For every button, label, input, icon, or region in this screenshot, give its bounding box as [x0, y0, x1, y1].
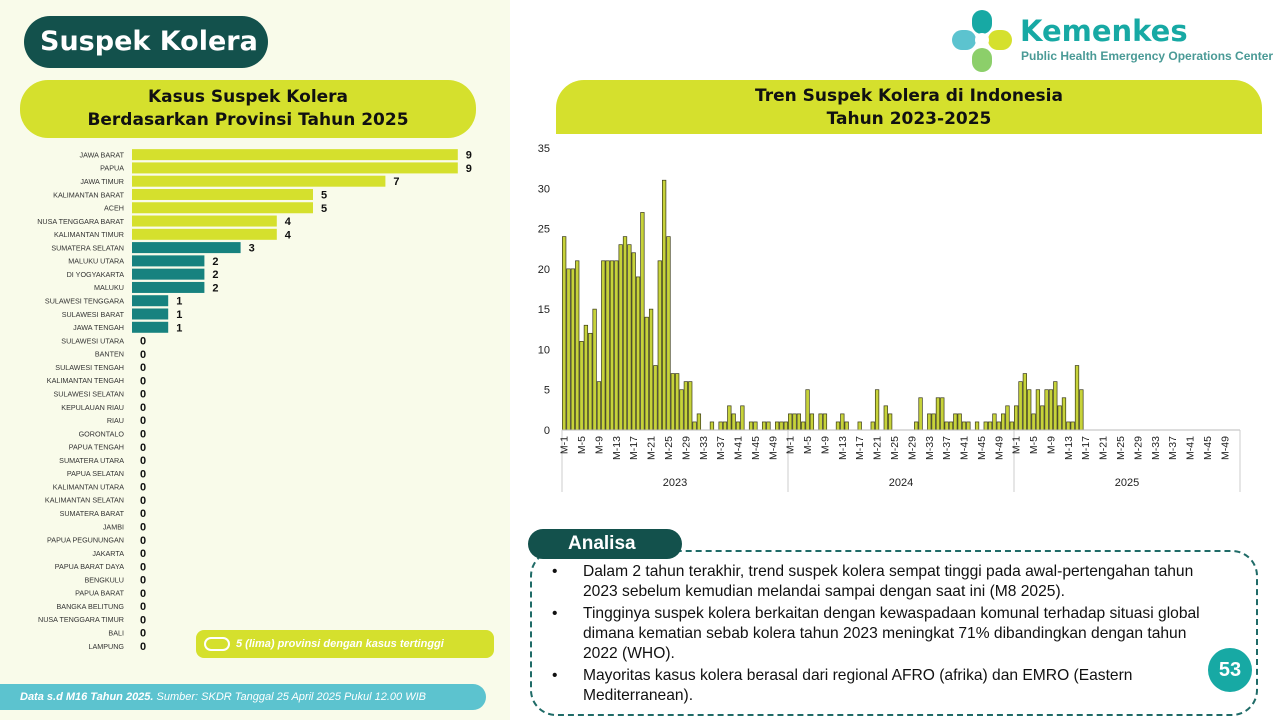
province-label: BENGKULU — [84, 575, 124, 585]
province-value-label: 2 — [212, 282, 219, 295]
province-label: PAPUA SELATAN — [66, 469, 124, 479]
y-tick-label: 35 — [537, 143, 550, 155]
x-tick-label: M-41 — [1184, 436, 1197, 460]
province-bar — [132, 176, 385, 187]
trend-bar — [662, 180, 666, 430]
trend-bar — [658, 261, 662, 430]
kemenkes-logo-icon — [950, 8, 1014, 74]
trend-bar — [675, 374, 679, 430]
trend-bar — [927, 414, 931, 430]
y-tick-label: 25 — [537, 223, 550, 236]
x-tick-label: M-13 — [1062, 436, 1075, 460]
x-tick-label: M-33 — [697, 436, 710, 460]
province-label: RIAU — [106, 416, 124, 426]
trend-bar — [623, 237, 627, 430]
x-tick-label: M-25 — [662, 436, 675, 460]
trend-bar — [610, 261, 614, 430]
province-value-label: 1 — [176, 309, 183, 321]
province-bar — [132, 242, 241, 253]
x-tick-label: M-21 — [871, 436, 884, 460]
trend-chart-title — [556, 80, 1262, 134]
trend-bar — [888, 414, 892, 430]
province-bar-chart — [0, 140, 500, 653]
trend-bar — [1049, 390, 1053, 430]
province-label: SULAWESI SELATAN — [53, 389, 124, 399]
x-tick-label: M-21 — [1097, 436, 1110, 460]
trend-bar — [993, 414, 997, 430]
province-label: SUMATERA BARAT — [59, 509, 124, 518]
trend-bar — [875, 390, 879, 430]
province-value-label: 0 — [140, 481, 147, 494]
trend-bar — [1014, 406, 1018, 430]
x-tick-label: M-49 — [767, 436, 780, 460]
trend-bar — [584, 325, 588, 430]
x-tick-label: M-25 — [888, 436, 901, 460]
x-tick-label: M-29 — [906, 436, 919, 460]
trend-bar — [680, 390, 684, 430]
province-label: NUSA TENGGARA BARAT — [37, 216, 124, 226]
source-rest: Sumber: SKDR Tanggal 25 April 2025 Pukul 12.00 WIB — [153, 691, 426, 703]
analisa-list — [552, 562, 1212, 708]
province-label: BANTEN — [94, 349, 124, 359]
trend-bar — [988, 422, 992, 430]
trend-bar — [1054, 382, 1058, 430]
province-label: JAWA TENGAH — [73, 323, 124, 333]
trend-bar — [684, 382, 688, 430]
trend-bar — [858, 422, 862, 430]
trend-bar — [788, 414, 792, 430]
trend-bar — [841, 414, 845, 430]
source-bold: Data s.d M16 Tahun 2025. — [20, 691, 154, 703]
x-tick-label: M-1 — [784, 436, 797, 455]
trend-bar — [836, 422, 840, 430]
province-value-label: 0 — [140, 534, 147, 547]
province-value-label: 0 — [140, 468, 147, 481]
province-value-label: 0 — [140, 494, 147, 507]
province-value-label: 0 — [140, 548, 147, 561]
province-bar — [132, 255, 204, 266]
province-value-label: 0 — [140, 335, 147, 348]
province-bar — [132, 216, 277, 227]
x-tick-label: M-41 — [958, 436, 971, 460]
trend-bar — [606, 261, 610, 430]
trend-bar — [845, 422, 849, 430]
province-value-label: 7 — [393, 176, 400, 189]
trend-bar — [780, 422, 784, 430]
trend-bar — [732, 414, 736, 430]
province-label: KEPULAUAN RIAU — [61, 402, 124, 412]
trend-bar — [1071, 422, 1075, 430]
trend-bar — [754, 422, 758, 430]
trend-bar — [949, 422, 953, 430]
trend-bar — [884, 406, 888, 430]
trend-bar — [671, 374, 675, 430]
province-value-label: 0 — [140, 388, 147, 401]
x-tick-label: M-45 — [749, 436, 762, 460]
trend-bar — [945, 422, 949, 430]
province-label: MALUKU UTARA — [68, 256, 124, 266]
year-group-label: 2025 — [1114, 477, 1140, 489]
province-label: BALI — [108, 628, 124, 638]
trend-bar — [932, 414, 936, 430]
province-value-label: 0 — [140, 614, 147, 627]
province-label: KALIMANTAN UTARA — [52, 482, 124, 492]
trend-bar — [793, 414, 797, 430]
province-label: LAMPUNG — [88, 641, 124, 651]
trend-bar — [1019, 382, 1023, 430]
analisa-item: • Tingginya suspek kolera berkaitan dengan kewaspadaan komunal terhadap situasi global dimana kematian sebab kolera tahun 2023 meningkat 71% dibandingkan dengan tahun 2022 (WHO). — [552, 604, 1212, 664]
province-label: ACEH — [104, 203, 124, 213]
trend-bar — [636, 277, 640, 430]
trend-bar — [936, 398, 940, 430]
province-label: KALIMANTAN TIMUR — [53, 230, 124, 240]
province-bar — [132, 162, 458, 173]
province-value-label: 0 — [140, 521, 147, 534]
trend-bar — [562, 237, 566, 430]
province-label: MALUKU — [94, 283, 124, 293]
trend-bar — [871, 422, 875, 430]
province-bar — [132, 149, 458, 160]
trend-bar — [1075, 366, 1079, 430]
trend-bar — [1036, 390, 1040, 430]
province-value-label: 4 — [284, 229, 291, 242]
province-bar — [132, 269, 204, 280]
province-value-label: 0 — [140, 401, 147, 414]
trend-bar — [654, 366, 658, 430]
province-label: KALIMANTAN TENGAH — [46, 376, 124, 386]
x-tick-label: M-9 — [819, 436, 832, 455]
province-value-label: 1 — [176, 322, 183, 335]
trend-chart-title-line2: Tahun 2023-2025 — [826, 109, 992, 129]
x-tick-label: M-9 — [1045, 436, 1058, 455]
province-chart-title — [20, 80, 476, 138]
trend-bar — [919, 398, 923, 430]
province-value-label: 0 — [140, 375, 147, 388]
x-tick-label: M-45 — [975, 436, 988, 460]
province-value-label: 9 — [465, 149, 472, 162]
trend-bar — [958, 414, 962, 430]
province-bar — [132, 322, 168, 333]
x-tick-label: M-37 — [715, 436, 728, 460]
x-tick-label: M-1 — [1010, 436, 1023, 455]
trend-bar — [806, 390, 810, 430]
x-tick-label: M-21 — [645, 436, 658, 460]
province-label: SUMATERA SELATAN — [51, 243, 124, 253]
legend-top5 — [196, 630, 494, 658]
trend-bar — [997, 422, 1001, 430]
province-label: BANGKA BELITUNG — [56, 601, 124, 611]
province-value-label: 4 — [284, 216, 291, 229]
province-chart-title-line2: Berdasarkan Provinsi Tahun 2025 — [87, 110, 409, 130]
trend-bar — [632, 253, 636, 430]
x-tick-label: M-37 — [941, 436, 954, 460]
trend-bar — [710, 422, 714, 430]
trend-bar — [697, 414, 701, 430]
x-tick-label: M-5 — [802, 436, 815, 455]
x-tick-label: M-17 — [628, 436, 641, 460]
province-value-label: 2 — [212, 255, 219, 268]
trend-bar — [567, 269, 571, 430]
year-group-label: 2024 — [888, 477, 914, 489]
x-tick-label: M-9 — [593, 436, 606, 455]
province-bar — [132, 202, 313, 213]
y-tick-label: 5 — [543, 384, 550, 397]
province-bar — [132, 189, 313, 200]
trend-bar — [975, 422, 979, 430]
province-label: DI YOGYAKARTA — [66, 269, 124, 279]
province-bar — [132, 229, 277, 240]
province-label: NUSA TENGGARA TIMUR — [38, 615, 124, 625]
province-label: JAKARTA — [92, 548, 124, 558]
province-value-label: 0 — [140, 455, 147, 468]
analisa-item: • Dalam 2 tahun terakhir, trend suspek kolera sempat tinggi pada awal-pertengahan tahun 2023 sebelum kemudian melandai sampai dengan saat ini (M8 2025). — [552, 562, 1212, 602]
province-bar — [132, 309, 168, 320]
trend-bar — [602, 261, 606, 430]
province-value-label: 0 — [140, 441, 147, 454]
y-tick-label: 0 — [543, 425, 550, 437]
trend-bar — [1032, 414, 1036, 430]
legend-label: 5 (lima) provinsi dengan kasus tertinggi — [236, 638, 444, 650]
province-value-label: 0 — [140, 627, 147, 640]
trend-bar — [914, 422, 918, 430]
trend-bar — [775, 422, 779, 430]
trend-bar — [741, 406, 745, 430]
trend-bar — [967, 422, 971, 430]
year-group-label: 2023 — [662, 477, 688, 489]
x-tick-label: M-13 — [610, 436, 623, 460]
trend-bar — [1023, 374, 1027, 430]
x-tick-label: M-25 — [1114, 436, 1127, 460]
province-label: PAPUA PEGUNUNGAN — [47, 535, 124, 545]
province-label: JAWA TIMUR — [80, 177, 124, 186]
trend-bar — [641, 212, 645, 430]
y-tick-label: 10 — [537, 344, 550, 357]
y-tick-label: 20 — [537, 263, 550, 276]
trend-bar — [571, 269, 575, 430]
page-number: 53 — [1208, 648, 1252, 692]
province-chart-title-line1: Kasus Suspek Kolera — [147, 87, 349, 107]
province-label: JAMBI — [102, 522, 124, 532]
province-label: KALIMANTAN BARAT — [53, 190, 124, 200]
trend-bar — [1045, 390, 1049, 430]
province-value-label: 5 — [321, 202, 328, 215]
source-note — [0, 684, 486, 710]
province-label: SUMATERA UTARA — [59, 455, 124, 465]
trend-chart-title-line1: Tren Suspek Kolera di Indonesia — [755, 86, 1063, 106]
trend-bar — [736, 422, 740, 430]
analisa-title: Analisa — [528, 529, 682, 559]
province-value-label: 0 — [140, 415, 147, 428]
trend-bar — [719, 422, 723, 430]
trend-bar — [1027, 390, 1031, 430]
trend-bar — [767, 422, 771, 430]
trend-bar — [688, 382, 692, 430]
x-tick-label: M-13 — [836, 436, 849, 460]
trend-bar — [801, 422, 805, 430]
trend-bar — [1062, 398, 1066, 430]
x-tick-label: M-29 — [680, 436, 693, 460]
trend-bar — [784, 422, 788, 430]
trend-bar — [580, 341, 584, 430]
logo-name: Kemenkes — [1020, 14, 1188, 48]
province-value-label: 0 — [140, 348, 147, 361]
trend-bar — [575, 261, 579, 430]
province-value-label: 0 — [140, 428, 147, 441]
x-tick-label: M-5 — [1028, 436, 1041, 455]
province-value-label: 0 — [140, 508, 147, 521]
trend-bar — [1010, 422, 1014, 430]
trend-bar — [728, 406, 732, 430]
x-tick-label: M-29 — [1132, 436, 1145, 460]
province-value-label: 0 — [140, 587, 147, 600]
province-label: SULAWESI TENGGARA — [44, 296, 124, 306]
x-tick-label: M-33 — [923, 436, 936, 460]
province-label: JAWA BARAT — [79, 150, 124, 160]
trend-bar — [819, 414, 823, 430]
x-tick-label: M-37 — [1167, 436, 1180, 460]
x-tick-label: M-1 — [558, 436, 571, 455]
province-value-label: 5 — [321, 189, 328, 202]
trend-bar — [749, 422, 753, 430]
province-label: PAPUA BARAT DAYA — [54, 562, 124, 572]
trend-bar — [588, 333, 592, 430]
page-title: Suspek Kolera — [24, 16, 268, 68]
trend-bar — [1080, 390, 1084, 430]
trend-bar — [1067, 422, 1071, 430]
trend-bar — [962, 422, 966, 430]
province-bar — [132, 295, 168, 306]
trend-bar — [593, 309, 597, 430]
x-tick-label: M-17 — [1080, 436, 1093, 460]
y-tick-label: 30 — [537, 183, 550, 196]
trend-bar — [645, 317, 649, 430]
analisa-item: • Mayoritas kasus kolera berasal dari regional AFRO (afrika) dan EMRO (Eastern Mediterranean). — [552, 666, 1212, 706]
kemenkes-logo — [950, 8, 1274, 78]
trend-bar — [984, 422, 988, 430]
trend-bar — [762, 422, 766, 430]
trend-bar — [667, 237, 671, 430]
province-label: SULAWESI BARAT — [61, 309, 124, 319]
legend-swatch — [204, 637, 230, 651]
province-label: SULAWESI UTARA — [61, 336, 124, 346]
trend-bar — [797, 414, 801, 430]
trend-bar — [597, 382, 601, 430]
logo-subtitle: Public Health Emergency Operations Center — [1021, 49, 1274, 63]
trend-bar — [1040, 406, 1044, 430]
trend-bar — [1001, 414, 1005, 430]
province-value-label: 0 — [140, 362, 147, 375]
province-label: KALIMANTAN SELATAN — [44, 495, 124, 505]
trend-bar — [1058, 406, 1062, 430]
province-value-label: 9 — [465, 162, 472, 175]
trend-bar — [823, 414, 827, 430]
trend-bar — [628, 245, 632, 430]
province-value-label: 0 — [140, 601, 147, 614]
trend-bar — [723, 422, 727, 430]
trend-bar — [1006, 406, 1010, 430]
trend-bar — [810, 414, 814, 430]
trend-bar — [615, 261, 619, 430]
x-tick-label: M-33 — [1149, 436, 1162, 460]
y-tick-label: 15 — [537, 304, 550, 317]
trend-bar — [941, 398, 945, 430]
province-value-label: 3 — [248, 242, 255, 255]
trend-bar — [693, 422, 697, 430]
province-label: PAPUA BARAT — [75, 588, 124, 598]
x-tick-label: M-41 — [732, 436, 745, 460]
province-label: GORONTALO — [78, 429, 124, 439]
x-tick-label: M-5 — [576, 436, 589, 455]
province-value-label: 0 — [140, 574, 147, 587]
province-value-label: 2 — [212, 269, 219, 282]
trend-bar — [649, 309, 653, 430]
x-tick-label: M-17 — [854, 436, 867, 460]
province-label: PAPUA — [100, 163, 124, 173]
province-value-label: 1 — [176, 295, 183, 308]
x-tick-label: M-45 — [1201, 436, 1214, 460]
province-label: PAPUA TENGAH — [68, 442, 124, 452]
trend-bar-chart — [520, 135, 1260, 500]
province-value-label: 0 — [140, 561, 147, 574]
x-tick-label: M-49 — [1219, 436, 1232, 460]
trend-bar — [619, 245, 623, 430]
trend-bar — [954, 414, 958, 430]
province-bar — [132, 282, 204, 293]
province-label: SULAWESI TENGAH — [55, 362, 124, 372]
x-tick-label: M-49 — [993, 436, 1006, 460]
province-value-label: 0 — [140, 641, 147, 653]
